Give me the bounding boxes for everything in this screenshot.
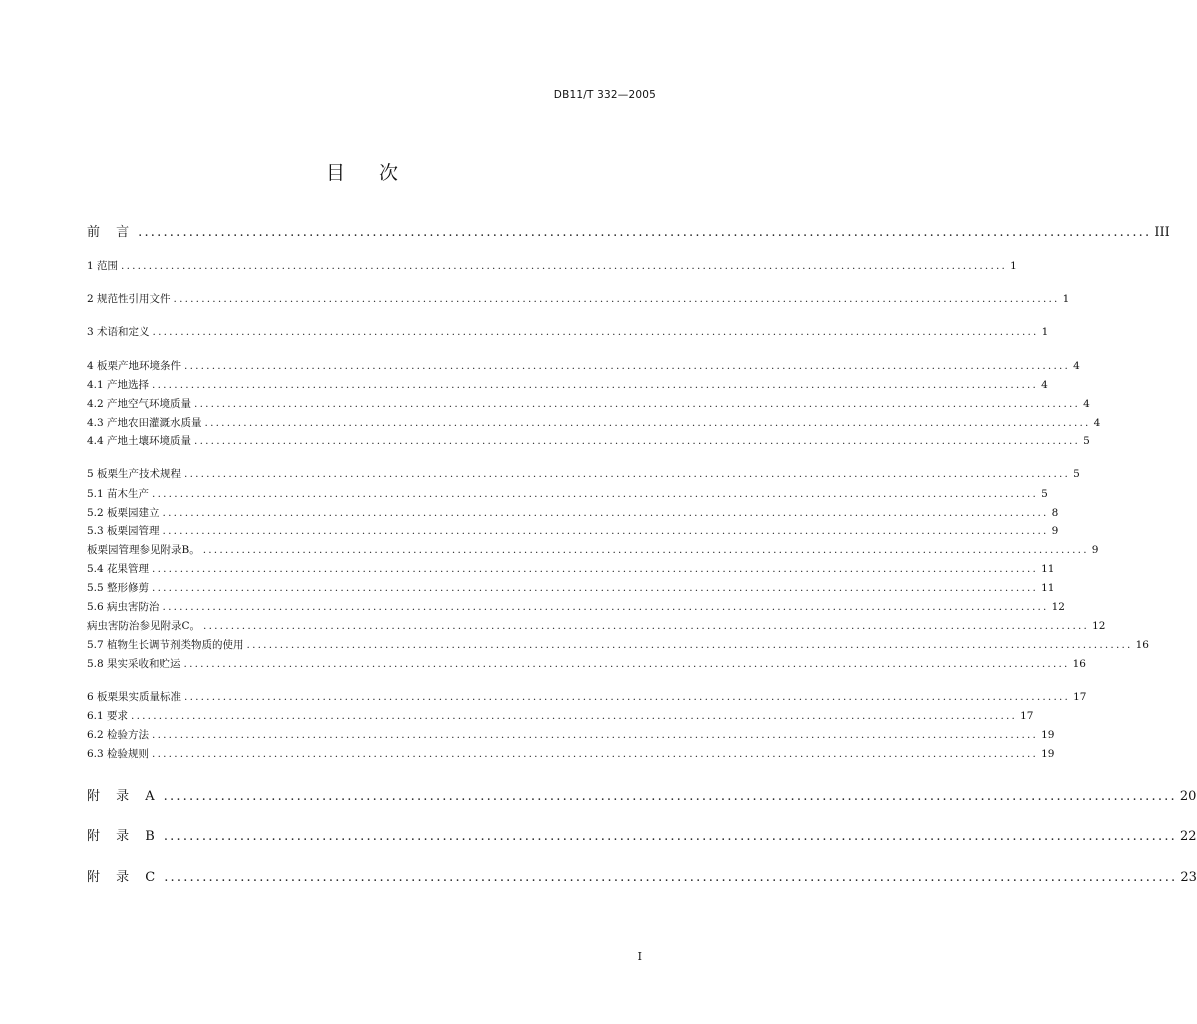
toc-entry-label: 4.1 产地选择 <box>87 379 150 391</box>
toc-entry[interactable] <box>87 728 1055 742</box>
toc-leader-dots: ................................................................................................................................................................ <box>184 468 1071 480</box>
toc-leader-dots: ................................................................................................................................................................ <box>152 488 1039 500</box>
toc-entry-label: 5.5 整形修剪 <box>87 582 150 594</box>
toc-entry[interactable] <box>87 416 1101 430</box>
toc-entry-page: 20 <box>1179 789 1197 804</box>
toc-leader-dots: ................................................................................................................................................................ <box>138 225 1152 240</box>
toc-leader-dots: ................................................................................................................................................................ <box>152 563 1039 575</box>
toc-entry[interactable] <box>87 789 1197 804</box>
toc-entry-label: 6.3 检验规则 <box>87 748 150 760</box>
toc-entry-label: 6 板栗果实质量标准 <box>87 691 182 703</box>
toc-leader-dots: ................................................................................................................................................................ <box>131 710 1018 722</box>
toc-entry-label: 3 术语和定义 <box>87 326 150 338</box>
toc-entry[interactable] <box>87 487 1048 501</box>
toc-entry-page: III <box>1154 225 1170 240</box>
toc-entry[interactable] <box>87 467 1080 481</box>
toc-leader-dots: ................................................................................................................................................................ <box>184 691 1071 703</box>
toc-leader-dots: ................................................................................................................................................................ <box>194 398 1081 410</box>
toc-entry-label: 5.8 果实采收和贮运 <box>87 658 181 670</box>
toc-entry-page: 19 <box>1041 729 1055 741</box>
toc-entry-page: 12 <box>1092 620 1106 632</box>
toc-entry-page: 22 <box>1180 829 1197 844</box>
toc-entry[interactable] <box>87 562 1055 576</box>
toc-entry-label: 病虫害防治参见附录C。 <box>87 620 201 632</box>
toc-entry-page: 23 <box>1180 870 1197 885</box>
toc-entry-label: 2 规范性引用文件 <box>87 293 171 305</box>
toc-entry-page: 5 <box>1041 488 1048 500</box>
toc-leader-dots: ................................................................................................................................................................ <box>202 544 1089 556</box>
toc-entry-page: 5 <box>1083 435 1090 447</box>
toc-leader-dots: ................................................................................................................................................................ <box>204 417 1091 429</box>
toc-entry[interactable] <box>87 619 1106 633</box>
toc-leader-dots: ................................................................................................................................................................ <box>152 582 1039 594</box>
toc-entry-label: 4.4 产地土壤环境质量 <box>87 435 192 447</box>
toc-entry-label: 5.4 花果管理 <box>87 563 150 575</box>
toc-leader-dots: ................................................................................................................................................................ <box>152 748 1039 760</box>
toc-entry-page: 1 <box>1041 326 1049 338</box>
toc-entry[interactable] <box>87 259 1017 273</box>
toc-leader-dots: ................................................................................................................................................................ <box>194 435 1081 447</box>
toc-entry-label: 6.2 检验方法 <box>87 729 150 741</box>
toc-entry-label: 5 板栗生产技术规程 <box>87 468 182 480</box>
toc-leader-dots: ................................................................................................................................................................ <box>183 658 1070 670</box>
toc-entry[interactable] <box>87 870 1197 885</box>
toc-entry-page: 4 <box>1041 379 1048 391</box>
toc-entry-page: 9 <box>1051 525 1059 537</box>
toc-entry-label: 4.2 产地空气环境质量 <box>87 398 192 410</box>
toc-entry-label: 5.3 板栗园管理 <box>87 525 160 537</box>
toc-entry[interactable] <box>87 359 1080 373</box>
toc-entry-label: 前 言 <box>87 225 136 240</box>
toc-entry[interactable] <box>87 543 1099 557</box>
toc-entry[interactable] <box>87 524 1059 538</box>
toc-leader-dots: ................................................................................................................................................................ <box>162 507 1049 519</box>
toc-entry-label: 附 录 A <box>87 789 161 804</box>
toc-entry[interactable] <box>87 657 1086 671</box>
toc-leader-dots: ................................................................................................................................................................ <box>173 293 1060 305</box>
toc-entry[interactable] <box>87 581 1055 595</box>
toc-entry-page: 4 <box>1083 398 1090 410</box>
toc-entry-page: 4 <box>1073 360 1080 372</box>
toc-leader-dots: ................................................................................................................................................................ <box>246 639 1133 651</box>
page-number: I <box>637 950 642 963</box>
toc-entry-page: 17 <box>1073 691 1087 703</box>
toc-leader-dots: ................................................................................................................................................................ <box>163 829 1177 844</box>
toc-entry-page: 11 <box>1041 563 1055 575</box>
toc-entry[interactable] <box>87 709 1034 723</box>
toc-entry-label: 1 范围 <box>87 260 119 272</box>
page-title: 目 次 <box>325 162 413 184</box>
toc-entry[interactable] <box>87 638 1149 652</box>
toc-entry-page: 12 <box>1051 601 1065 613</box>
toc-entry-page: 1 <box>1062 293 1070 305</box>
toc-entry-label: 板栗园管理参见附录B。 <box>87 544 200 556</box>
toc-entry[interactable] <box>87 225 1170 240</box>
toc-entry-page: 8 <box>1051 507 1059 519</box>
toc-entry-label: 5.7 植物生长调节剂类物质的使用 <box>87 639 244 651</box>
toc-leader-dots: ................................................................................................................................................................ <box>164 870 1178 885</box>
toc-entry-label: 4.3 产地农田灌溉水质量 <box>87 417 202 429</box>
toc-leader-dots: ................................................................................................................................................................ <box>152 379 1039 391</box>
toc-entry-label: 5.6 病虫害防治 <box>87 601 160 613</box>
toc-entry[interactable] <box>87 292 1070 306</box>
toc-entry-page: 11 <box>1041 582 1055 594</box>
toc-entry[interactable] <box>87 506 1059 520</box>
toc-leader-dots: ................................................................................................................................................................ <box>152 326 1039 338</box>
toc-entry-page: 17 <box>1020 710 1034 722</box>
toc-entry-page: 5 <box>1073 468 1080 480</box>
toc-entry-page: 16 <box>1135 639 1149 651</box>
toc-entry[interactable] <box>87 397 1090 411</box>
toc-leader-dots: ................................................................................................................................................................ <box>184 360 1071 372</box>
toc-entry-label: 4 板栗产地环境条件 <box>87 360 182 372</box>
toc-entry-label: 6.1 要求 <box>87 710 129 722</box>
toc-leader-dots: ................................................................................................................................................................ <box>203 620 1090 632</box>
toc-entry[interactable] <box>87 690 1087 704</box>
toc-leader-dots: ................................................................................................................................................................ <box>121 260 1008 272</box>
toc-entry[interactable] <box>87 829 1197 844</box>
toc-entry-page: 16 <box>1072 658 1086 670</box>
toc-entry-label: 附 录 C <box>87 870 162 885</box>
toc-entry[interactable] <box>87 325 1049 339</box>
toc-leader-dots: ................................................................................................................................................................ <box>162 601 1049 613</box>
toc-entry[interactable] <box>87 378 1048 392</box>
toc-entry-page: 19 <box>1041 748 1055 760</box>
toc-entry-label: 5.2 板栗园建立 <box>87 507 160 519</box>
toc-leader-dots: ................................................................................................................................................................ <box>152 729 1039 741</box>
toc-entry-label: 5.1 苗木生产 <box>87 488 150 500</box>
toc-entry[interactable] <box>87 600 1065 614</box>
toc-entry-page: 4 <box>1093 417 1101 429</box>
toc-entry-label: 附 录 B <box>87 829 161 844</box>
toc-entry-page: 9 <box>1091 544 1099 556</box>
toc-leader-dots: ................................................................................................................................................................ <box>162 525 1049 537</box>
toc-entry-page: 1 <box>1010 260 1017 272</box>
document-code: DB11/T 332—2005 <box>553 89 656 101</box>
toc-entry[interactable] <box>87 434 1090 448</box>
toc-entry[interactable] <box>87 747 1055 761</box>
toc-leader-dots: ................................................................................................................................................................ <box>163 789 1177 804</box>
